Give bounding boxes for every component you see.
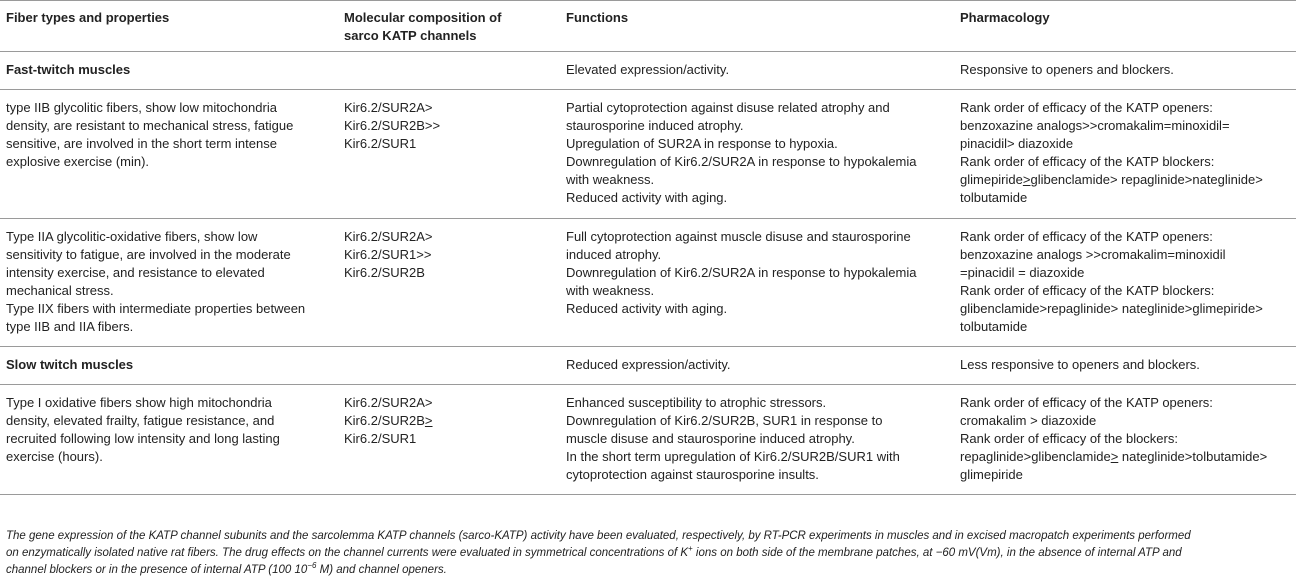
text-line: Downregulation of Kir6.2/SUR2A in response to hypokalemia xyxy=(566,154,917,169)
group-title-slow: Slow twitch muscles xyxy=(6,357,134,372)
text-line: In the short term upregulation of Kir6.2/SUR2B/SUR1 with xyxy=(566,449,900,464)
text-line: exercise (hours). xyxy=(6,449,103,464)
text-fragment: Kir6.2/SUR2B xyxy=(344,413,425,428)
group-title-fast: Fast-twitch muscles xyxy=(6,62,131,77)
group-row-fast-twitch xyxy=(0,52,1296,90)
cell-pharmacology xyxy=(954,219,1296,347)
cell-molecular-composition xyxy=(338,219,560,347)
text-line: explosive exercise (min). xyxy=(6,154,150,169)
text-line: Downregulation of Kir6.2/SUR2B, SUR1 in response to xyxy=(566,413,883,428)
text-line: sensitive, are involved in the short term intense xyxy=(6,136,277,151)
text-fragment: glibenclamide> repaglinide>nateglinide> xyxy=(1030,172,1263,187)
text-line: Kir6.2/SUR1>> xyxy=(344,247,432,262)
cell-functions xyxy=(560,90,954,219)
text-fragment: ions on both side of the membrane patches, at −60 mV(Vm), in the absence of internal ATP and xyxy=(692,547,1182,559)
text-line: density, elevated frailty, fatigue resistance, and xyxy=(6,413,275,428)
text-line: Reduced activity with aging. xyxy=(566,190,728,205)
text-fragment: channel blockers or in the presence of internal ATP (100 10 xyxy=(6,564,308,576)
group-fast-pharmacology: Responsive to openers and blockers. xyxy=(960,62,1174,77)
text-line: Partial cytoprotection against disuse related atrophy and xyxy=(566,100,890,115)
footnote-line: The gene expression of the KATP channel subunits and the sarcolemma KATP channels (sarco-KATP) activity have been evaluated, respectively, by RT-PCR experiments in muscles and in excised macropatch experiments performed xyxy=(6,530,1191,542)
geq-symbol: > xyxy=(1022,172,1031,187)
text-line xyxy=(960,171,1296,189)
cell-fiber-properties xyxy=(0,90,338,219)
cell-fiber-properties xyxy=(0,219,338,347)
text-line: Upregulation of SUR2A in response to hypoxia. xyxy=(566,136,838,151)
text-line xyxy=(344,412,560,430)
text-fragment: repaglinide>glibenclamide xyxy=(960,449,1111,464)
text-line: Kir6.2/SUR2A> xyxy=(344,229,433,244)
text-line: cytoprotection against staurosporine insults. xyxy=(566,467,819,482)
footnote-line xyxy=(6,545,1290,562)
text-line: Kir6.2/SUR1 xyxy=(344,431,417,446)
geq-symbol: > xyxy=(424,413,433,428)
text-line: benzoxazine analogs >>cromakalim=minoxidil xyxy=(960,247,1226,262)
group-slow-pharmacology: Less responsive to openers and blockers. xyxy=(960,357,1200,372)
text-line: Kir6.2/SUR2B>> xyxy=(344,118,441,133)
table-row-type-iia xyxy=(0,219,1296,347)
text-line: tolbutamide xyxy=(960,190,1028,205)
header-molecular-line1: Molecular composition of xyxy=(344,10,502,25)
table-footnote xyxy=(6,528,1290,579)
text-line: induced atrophy. xyxy=(566,247,662,262)
text-fragment: glimepiride xyxy=(960,172,1023,187)
text-line: pinacidil> diazoxide xyxy=(960,136,1074,151)
superscript: + xyxy=(688,544,693,554)
text-line: type IIB glycolitic fibers, show low mitochondria xyxy=(6,100,277,115)
text-line: intensity exercise, and resistance to elevated xyxy=(6,265,265,280)
text-line: sensitivity to fatigue, are involved in the moderate xyxy=(6,247,291,262)
header-functions: Functions xyxy=(566,10,629,25)
text-line: =pinacidil = diazoxide xyxy=(960,265,1085,280)
text-fragment: M) and channel openers. xyxy=(316,564,447,576)
text-line: benzoxazine analogs>>cromakalim=minoxidil= xyxy=(960,118,1230,133)
text-line: Rank order of efficacy of the blockers: xyxy=(960,431,1178,446)
text-line: Rank order of efficacy of the KATP blockers: xyxy=(960,154,1215,169)
geq-symbol: > xyxy=(1110,449,1119,464)
group-row-slow-twitch xyxy=(0,347,1296,385)
text-line: muscle disuse and staurosporine induced atrophy. xyxy=(566,431,855,446)
group-slow-functions: Reduced expression/activity. xyxy=(566,357,731,372)
header-fiber-types: Fiber types and properties xyxy=(6,10,170,25)
text-line: tolbutamide xyxy=(960,319,1028,334)
text-line: recruited following low intensity and long lasting xyxy=(6,431,280,446)
text-line: glimepiride xyxy=(960,467,1023,482)
cell-pharmacology xyxy=(954,385,1296,495)
table-header-row xyxy=(0,1,1296,52)
text-line: type IIB and IIA fibers. xyxy=(6,319,134,334)
table-row-type-iib xyxy=(0,90,1296,219)
header-molecular-composition xyxy=(338,1,560,52)
text-line: staurosporine induced atrophy. xyxy=(566,118,744,133)
text-line: density, are resistant to mechanical stress, fatigue xyxy=(6,118,294,133)
text-line: Kir6.2/SUR2B xyxy=(344,265,425,280)
cell-molecular-composition xyxy=(338,90,560,219)
text-line: Rank order of efficacy of the KATP openers: xyxy=(960,229,1213,244)
text-line: with weakness. xyxy=(566,172,655,187)
group-fast-molecular-empty xyxy=(338,52,560,90)
text-line: Downregulation of Kir6.2/SUR2A in response to hypokalemia xyxy=(566,265,917,280)
header-molecular-line2: sarco KATP channels xyxy=(344,28,477,43)
text-line: Type IIA glycolitic-oxidative fibers, show low xyxy=(6,229,258,244)
superscript: −6 xyxy=(307,561,317,571)
text-line: glibenclamide>repaglinide> nateglinide>glimepiride> xyxy=(960,301,1263,316)
text-line: Rank order of efficacy of the KATP openers: xyxy=(960,100,1213,115)
text-line: Enhanced susceptibility to atrophic stressors. xyxy=(566,395,827,410)
text-line: Rank order of efficacy of the KATP blockers: xyxy=(960,283,1215,298)
text-line: Kir6.2/SUR2A> xyxy=(344,395,433,410)
table-row-type-i xyxy=(0,385,1296,495)
text-line: mechanical stress. xyxy=(6,283,114,298)
text-line: Type IIX fibers with intermediate properties between xyxy=(6,301,306,316)
text-line: Full cytoprotection against muscle disuse and staurosporine xyxy=(566,229,911,244)
text-line: with weakness. xyxy=(566,283,655,298)
cell-fiber-properties xyxy=(0,385,338,495)
text-line: Type I oxidative fibers show high mitochondria xyxy=(6,395,272,410)
group-slow-molecular-empty xyxy=(338,347,560,385)
text-line xyxy=(960,448,1296,466)
cell-molecular-composition xyxy=(338,385,560,495)
text-line: Reduced activity with aging. xyxy=(566,301,728,316)
text-line: cromakalim > diazoxide xyxy=(960,413,1097,428)
text-line: Kir6.2/SUR2A> xyxy=(344,100,433,115)
cell-functions xyxy=(560,219,954,347)
footnote-line xyxy=(6,562,1290,579)
header-pharmacology: Pharmacology xyxy=(960,10,1050,25)
cell-pharmacology xyxy=(954,90,1296,219)
text-line: Rank order of efficacy of the KATP openers: xyxy=(960,395,1213,410)
cell-functions xyxy=(560,385,954,495)
text-fragment: on enzymatically isolated native rat fibers. The drug effects on the channel currents were evaluated in symmetrical concentrations of K xyxy=(6,547,689,559)
text-line: Kir6.2/SUR1 xyxy=(344,136,417,151)
group-fast-functions: Elevated expression/activity. xyxy=(566,62,730,77)
text-fragment: nateglinide>tolbutamide> xyxy=(1118,449,1268,464)
